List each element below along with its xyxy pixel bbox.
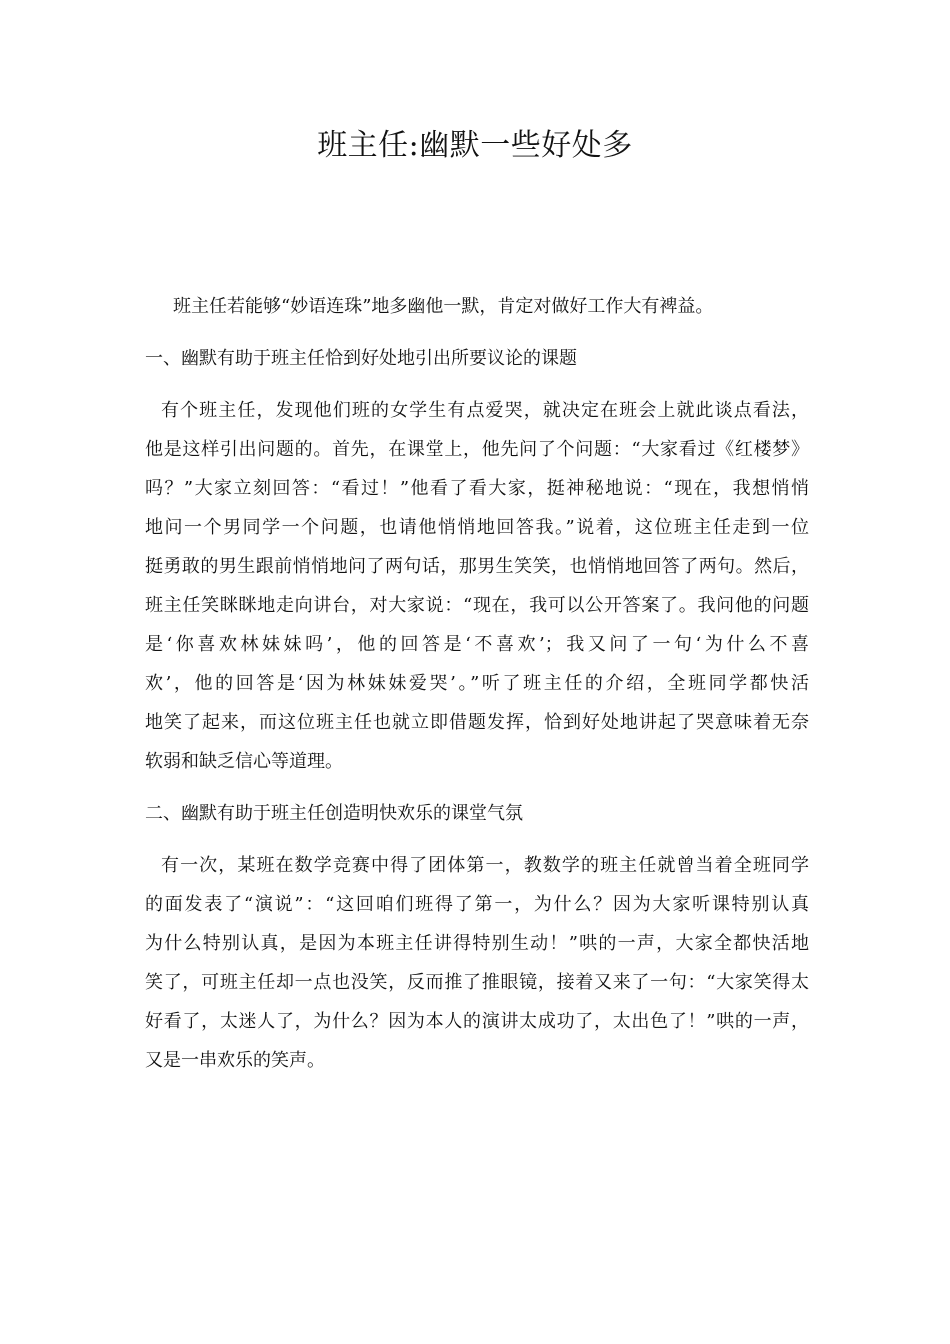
document-body <box>145 287 809 1080</box>
section-2-heading: 二、幽默有助于班主任创造明快欢乐的课堂气氛 <box>145 803 523 824</box>
text-line: 是‘你喜欢林妹妹吗’，他的回答是‘不喜欢’；我又问了一句‘为什么不喜 <box>145 634 809 655</box>
text-line: 笑了，可班主任却一点也没笑，反而推了推眼镜，接着又来了一句：“大家笑得太 <box>145 972 809 993</box>
text-line: 地问一个男同学一个问题，也请他悄悄地回答我。”说着，这位班主任走到一位 <box>145 517 809 538</box>
text-line: 地笑了起来，而这位班主任也就立即借题发挥，恰到好处地讲起了哭意味着无奈 <box>145 712 809 733</box>
section-2-paragraph <box>145 846 809 1080</box>
text-line: 有个班主任，发现他们班的女学生有点爱哭，就决定在班会上就此谈点看法， <box>161 400 809 421</box>
section-1-paragraph <box>145 391 809 781</box>
document-title: 班主任:幽默一些好处多 <box>317 128 633 163</box>
text-line: 挺勇敢的男生跟前悄悄地问了两句话，那男生笑笑，也悄悄地回答了两句。然后， <box>145 556 809 577</box>
intro-paragraph: 班主任若能够“妙语连珠”地多幽他一默，肯定对做好工作大有裨益。 <box>173 296 714 317</box>
text-line: 有一次，某班在数学竞赛中得了团体第一，教数学的班主任就曾当着全班同学 <box>161 855 809 876</box>
text-line: 软弱和缺乏信心等道理。 <box>145 751 343 772</box>
text-line: 他是这样引出问题的。首先，在课堂上，他先问了个问题：“大家看过《红楼梦》 <box>145 439 809 460</box>
text-line: 好看了，太迷人了，为什么？因为本人的演讲太成功了，太出色了！”哄的一声， <box>145 1011 809 1032</box>
text-line: 吗？”大家立刻回答：“看过！”他看了看大家，挺神秘地说：“现在，我想悄悄 <box>145 478 809 499</box>
text-line: 又是一串欢乐的笑声。 <box>145 1050 325 1071</box>
text-line: 班主任笑眯眯地走向讲台，对大家说：“现在，我可以公开答案了。我问他的问题 <box>145 595 809 616</box>
text-line: 欢’，他的回答是‘因为林妹妹爱哭’。”听了班主任的介绍，全班同学都快活 <box>145 673 809 694</box>
section-1-heading: 一、幽默有助于班主任恰到好处地引出所要议论的课题 <box>145 348 577 369</box>
text-line: 为什么特别认真，是因为本班主任讲得特别生动！”哄的一声，大家全都快活地 <box>145 933 809 954</box>
text-line: 的面发表了“演说”：“这回咱们班得了第一，为什么？因为大家听课特别认真 <box>145 894 809 915</box>
